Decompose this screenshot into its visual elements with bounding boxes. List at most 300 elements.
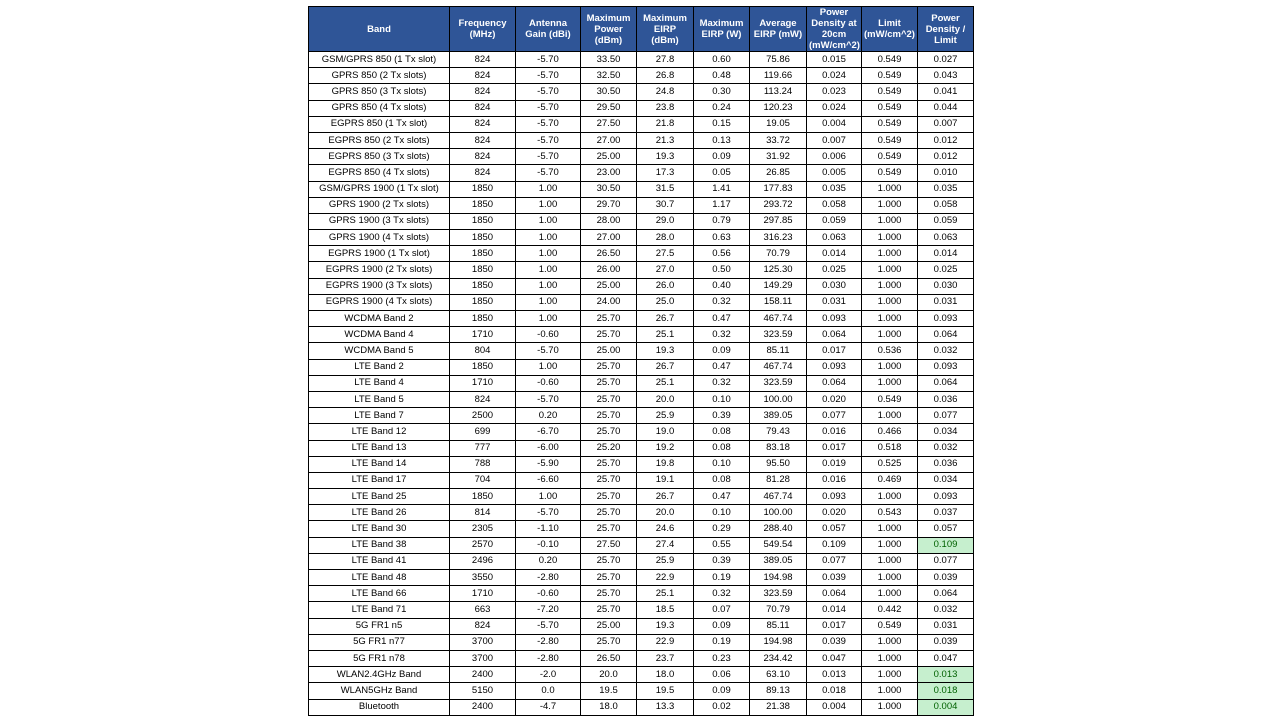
cell-band: LTE Band 4 — [309, 375, 450, 391]
cell-power-density: 0.077 — [807, 553, 862, 569]
cell-band: EGPRS 1900 (1 Tx slot) — [309, 246, 450, 262]
cell-max-power: 25.70 — [581, 375, 637, 391]
cell-band: LTE Band 2 — [309, 359, 450, 375]
header-antenna-gain: Antenna Gain (dBi) — [516, 7, 581, 52]
cell-limit: 1.000 — [862, 683, 918, 699]
cell-max-eirp-dbm: 19.0 — [637, 424, 694, 440]
cell-limit: 1.000 — [862, 699, 918, 715]
cell-avg-eirp: 113.24 — [750, 84, 807, 100]
cell-antenna-gain: -5.90 — [516, 456, 581, 472]
cell-antenna-gain: 1.00 — [516, 197, 581, 213]
cell-antenna-gain: -5.70 — [516, 132, 581, 148]
cell-limit: 1.000 — [862, 553, 918, 569]
cell-max-eirp-w: 0.13 — [694, 132, 750, 148]
cell-power-density: 0.109 — [807, 537, 862, 553]
cell-frequency: 3550 — [450, 570, 516, 586]
cell-antenna-gain: -6.00 — [516, 440, 581, 456]
cell-max-eirp-dbm: 31.5 — [637, 181, 694, 197]
cell-limit: 0.469 — [862, 472, 918, 488]
cell-max-eirp-w: 0.48 — [694, 68, 750, 84]
cell-power-density: 0.004 — [807, 116, 862, 132]
cell-max-power: 25.70 — [581, 391, 637, 407]
cell-max-eirp-dbm: 18.0 — [637, 667, 694, 683]
cell-power-density: 0.014 — [807, 602, 862, 618]
cell-antenna-gain: 1.00 — [516, 262, 581, 278]
cell-density-ratio: 0.035 — [918, 181, 974, 197]
table-row — [309, 246, 974, 262]
cell-power-density: 0.047 — [807, 650, 862, 666]
cell-antenna-gain: -5.70 — [516, 618, 581, 634]
cell-frequency: 2400 — [450, 667, 516, 683]
cell-frequency: 824 — [450, 618, 516, 634]
cell-antenna-gain: 1.00 — [516, 230, 581, 246]
cell-avg-eirp: 85.11 — [750, 343, 807, 359]
cell-frequency: 824 — [450, 116, 516, 132]
cell-max-power: 25.70 — [581, 505, 637, 521]
cell-frequency: 1850 — [450, 213, 516, 229]
cell-density-ratio: 0.007 — [918, 116, 974, 132]
cell-power-density: 0.015 — [807, 52, 862, 68]
cell-avg-eirp: 33.72 — [750, 132, 807, 148]
cell-max-eirp-dbm: 22.9 — [637, 634, 694, 650]
cell-max-eirp-dbm: 26.7 — [637, 359, 694, 375]
cell-frequency: 1850 — [450, 359, 516, 375]
cell-max-power: 23.00 — [581, 165, 637, 181]
cell-max-eirp-dbm: 25.0 — [637, 294, 694, 310]
cell-max-eirp-dbm: 27.0 — [637, 262, 694, 278]
cell-band: EGPRS 850 (2 Tx slots) — [309, 132, 450, 148]
cell-band: LTE Band 48 — [309, 570, 450, 586]
table-row — [309, 359, 974, 375]
cell-max-eirp-dbm: 24.8 — [637, 84, 694, 100]
cell-density-ratio: 0.044 — [918, 100, 974, 116]
cell-max-eirp-w: 0.05 — [694, 165, 750, 181]
table-row — [309, 391, 974, 407]
cell-frequency: 704 — [450, 472, 516, 488]
cell-avg-eirp: 19.05 — [750, 116, 807, 132]
cell-power-density: 0.058 — [807, 197, 862, 213]
table-row — [309, 570, 974, 586]
cell-max-eirp-dbm: 25.1 — [637, 375, 694, 391]
table-row — [309, 456, 974, 472]
cell-antenna-gain: -5.70 — [516, 52, 581, 68]
cell-max-eirp-dbm: 24.6 — [637, 521, 694, 537]
cell-limit: 1.000 — [862, 408, 918, 424]
cell-max-eirp-dbm: 20.0 — [637, 391, 694, 407]
cell-band: 5G FR1 n77 — [309, 634, 450, 650]
cell-max-power: 26.50 — [581, 246, 637, 262]
cell-antenna-gain: -0.10 — [516, 537, 581, 553]
cell-max-eirp-dbm: 27.8 — [637, 52, 694, 68]
cell-max-eirp-dbm: 13.3 — [637, 699, 694, 715]
cell-max-eirp-w: 0.02 — [694, 699, 750, 715]
cell-power-density: 0.016 — [807, 472, 862, 488]
cell-frequency: 1850 — [450, 489, 516, 505]
cell-max-eirp-dbm: 18.5 — [637, 602, 694, 618]
cell-max-eirp-w: 0.08 — [694, 472, 750, 488]
cell-avg-eirp: 81.28 — [750, 472, 807, 488]
cell-max-power: 27.50 — [581, 116, 637, 132]
cell-power-density: 0.017 — [807, 343, 862, 359]
cell-limit: 0.466 — [862, 424, 918, 440]
cell-band: LTE Band 14 — [309, 456, 450, 472]
cell-max-eirp-w: 0.10 — [694, 391, 750, 407]
cell-max-power: 27.00 — [581, 132, 637, 148]
cell-limit: 1.000 — [862, 294, 918, 310]
cell-max-eirp-w: 0.24 — [694, 100, 750, 116]
cell-limit: 0.549 — [862, 116, 918, 132]
cell-max-power: 29.70 — [581, 197, 637, 213]
table-row — [309, 52, 974, 68]
cell-max-eirp-w: 0.60 — [694, 52, 750, 68]
cell-density-ratio: 0.039 — [918, 570, 974, 586]
table-row — [309, 197, 974, 213]
cell-power-density: 0.031 — [807, 294, 862, 310]
table-row — [309, 149, 974, 165]
cell-frequency: 824 — [450, 149, 516, 165]
cell-frequency: 2570 — [450, 537, 516, 553]
cell-avg-eirp: 389.05 — [750, 553, 807, 569]
cell-max-power: 25.70 — [581, 424, 637, 440]
cell-antenna-gain: 1.00 — [516, 294, 581, 310]
cell-frequency: 1850 — [450, 197, 516, 213]
cell-antenna-gain: -2.80 — [516, 650, 581, 666]
cell-max-power: 25.70 — [581, 456, 637, 472]
cell-power-density: 0.035 — [807, 181, 862, 197]
table-row — [309, 84, 974, 100]
table-row — [309, 650, 974, 666]
cell-frequency: 824 — [450, 84, 516, 100]
cell-max-power: 30.50 — [581, 84, 637, 100]
cell-avg-eirp: 149.29 — [750, 278, 807, 294]
cell-max-power: 28.00 — [581, 213, 637, 229]
cell-density-ratio: 0.027 — [918, 52, 974, 68]
cell-max-power: 25.70 — [581, 553, 637, 569]
cell-antenna-gain: 1.00 — [516, 181, 581, 197]
cell-antenna-gain: -6.70 — [516, 424, 581, 440]
cell-limit: 1.000 — [862, 230, 918, 246]
cell-avg-eirp: 323.59 — [750, 375, 807, 391]
cell-avg-eirp: 549.54 — [750, 537, 807, 553]
cell-max-eirp-dbm: 25.9 — [637, 408, 694, 424]
cell-avg-eirp: 70.79 — [750, 602, 807, 618]
cell-frequency: 804 — [450, 343, 516, 359]
cell-frequency: 1710 — [450, 327, 516, 343]
cell-max-eirp-w: 0.08 — [694, 424, 750, 440]
cell-power-density: 0.030 — [807, 278, 862, 294]
cell-max-eirp-w: 0.19 — [694, 634, 750, 650]
table-row — [309, 68, 974, 84]
cell-frequency: 1850 — [450, 278, 516, 294]
cell-antenna-gain: -5.70 — [516, 84, 581, 100]
cell-max-eirp-dbm: 19.1 — [637, 472, 694, 488]
table-row — [309, 116, 974, 132]
cell-antenna-gain: -2.0 — [516, 667, 581, 683]
cell-frequency: 1850 — [450, 230, 516, 246]
cell-power-density: 0.039 — [807, 570, 862, 586]
cell-power-density: 0.007 — [807, 132, 862, 148]
cell-band: LTE Band 7 — [309, 408, 450, 424]
cell-frequency: 824 — [450, 165, 516, 181]
cell-density-ratio: 0.041 — [918, 84, 974, 100]
header-power-density: Power Density at 20cm (mW/cm^2) — [807, 7, 862, 52]
cell-avg-eirp: 100.00 — [750, 391, 807, 407]
cell-band: LTE Band 71 — [309, 602, 450, 618]
cell-max-power: 25.70 — [581, 472, 637, 488]
cell-power-density: 0.024 — [807, 68, 862, 84]
cell-band: LTE Band 66 — [309, 586, 450, 602]
cell-limit: 1.000 — [862, 375, 918, 391]
cell-power-density: 0.018 — [807, 683, 862, 699]
cell-density-ratio: 0.030 — [918, 278, 974, 294]
cell-max-eirp-dbm: 17.3 — [637, 165, 694, 181]
cell-power-density: 0.039 — [807, 634, 862, 650]
cell-avg-eirp: 316.23 — [750, 230, 807, 246]
cell-power-density: 0.064 — [807, 327, 862, 343]
cell-max-eirp-dbm: 19.5 — [637, 683, 694, 699]
cell-power-density: 0.023 — [807, 84, 862, 100]
cell-density-ratio: 0.032 — [918, 343, 974, 359]
cell-antenna-gain: -0.60 — [516, 375, 581, 391]
cell-avg-eirp: 79.43 — [750, 424, 807, 440]
cell-avg-eirp: 158.11 — [750, 294, 807, 310]
table-row — [309, 586, 974, 602]
cell-band: EGPRS 1900 (2 Tx slots) — [309, 262, 450, 278]
cell-power-density: 0.057 — [807, 521, 862, 537]
cell-antenna-gain: 1.00 — [516, 246, 581, 262]
table-row — [309, 634, 974, 650]
cell-max-eirp-dbm: 19.3 — [637, 618, 694, 634]
cell-power-density: 0.093 — [807, 359, 862, 375]
table-row — [309, 100, 974, 116]
cell-frequency: 2400 — [450, 699, 516, 715]
cell-frequency: 824 — [450, 100, 516, 116]
cell-max-power: 26.50 — [581, 650, 637, 666]
cell-avg-eirp: 177.83 — [750, 181, 807, 197]
cell-frequency: 777 — [450, 440, 516, 456]
cell-max-eirp-dbm: 22.9 — [637, 570, 694, 586]
cell-limit: 1.000 — [862, 521, 918, 537]
cell-frequency: 824 — [450, 68, 516, 84]
table-row — [309, 618, 974, 634]
cell-avg-eirp: 467.74 — [750, 489, 807, 505]
cell-power-density: 0.020 — [807, 505, 862, 521]
cell-frequency: 1710 — [450, 586, 516, 602]
cell-power-density: 0.093 — [807, 489, 862, 505]
cell-limit: 1.000 — [862, 634, 918, 650]
cell-band: GSM/GPRS 850 (1 Tx slot) — [309, 52, 450, 68]
cell-limit: 0.549 — [862, 84, 918, 100]
table-row — [309, 537, 974, 553]
cell-band: Bluetooth — [309, 699, 450, 715]
cell-max-power: 30.50 — [581, 181, 637, 197]
table-row — [309, 667, 974, 683]
cell-max-power: 25.70 — [581, 359, 637, 375]
cell-max-eirp-w: 0.30 — [694, 84, 750, 100]
cell-max-eirp-dbm: 20.0 — [637, 505, 694, 521]
cell-max-eirp-w: 0.06 — [694, 667, 750, 683]
cell-band: LTE Band 5 — [309, 391, 450, 407]
table-row — [309, 683, 974, 699]
cell-frequency: 699 — [450, 424, 516, 440]
cell-max-power: 24.00 — [581, 294, 637, 310]
cell-limit: 0.549 — [862, 100, 918, 116]
cell-band: EGPRS 1900 (4 Tx slots) — [309, 294, 450, 310]
cell-antenna-gain: -7.20 — [516, 602, 581, 618]
cell-limit: 1.000 — [862, 570, 918, 586]
cell-density-ratio: 0.013 — [918, 667, 974, 683]
cell-density-ratio: 0.025 — [918, 262, 974, 278]
cell-band: GSM/GPRS 1900 (1 Tx slot) — [309, 181, 450, 197]
cell-power-density: 0.004 — [807, 699, 862, 715]
cell-limit: 0.549 — [862, 618, 918, 634]
cell-limit: 0.549 — [862, 391, 918, 407]
cell-power-density: 0.077 — [807, 408, 862, 424]
header-max-eirp-dbm: Maximum EIRP (dBm) — [637, 7, 694, 52]
cell-max-eirp-dbm: 26.7 — [637, 489, 694, 505]
table-row — [309, 424, 974, 440]
cell-band: 5G FR1 n78 — [309, 650, 450, 666]
cell-limit: 0.525 — [862, 456, 918, 472]
table-row — [309, 294, 974, 310]
cell-band: LTE Band 38 — [309, 537, 450, 553]
cell-max-power: 25.70 — [581, 489, 637, 505]
cell-antenna-gain: -5.70 — [516, 391, 581, 407]
cell-max-eirp-w: 0.56 — [694, 246, 750, 262]
cell-antenna-gain: -1.10 — [516, 521, 581, 537]
cell-max-power: 19.5 — [581, 683, 637, 699]
cell-frequency: 1850 — [450, 181, 516, 197]
cell-limit: 0.549 — [862, 52, 918, 68]
cell-power-density: 0.064 — [807, 375, 862, 391]
cell-max-power: 25.70 — [581, 408, 637, 424]
table-row — [309, 278, 974, 294]
table-row — [309, 311, 974, 327]
cell-band: WCDMA Band 5 — [309, 343, 450, 359]
cell-max-power: 25.70 — [581, 521, 637, 537]
table-row — [309, 699, 974, 715]
cell-limit: 0.543 — [862, 505, 918, 521]
cell-avg-eirp: 194.98 — [750, 570, 807, 586]
cell-band: LTE Band 30 — [309, 521, 450, 537]
cell-max-eirp-w: 0.63 — [694, 230, 750, 246]
header-density-ratio: Power Density / Limit — [918, 7, 974, 52]
table-row — [309, 553, 974, 569]
cell-density-ratio: 0.043 — [918, 68, 974, 84]
cell-density-ratio: 0.047 — [918, 650, 974, 666]
cell-max-power: 25.70 — [581, 634, 637, 650]
cell-power-density: 0.020 — [807, 391, 862, 407]
cell-max-eirp-w: 0.32 — [694, 586, 750, 602]
table-row — [309, 327, 974, 343]
cell-antenna-gain: 0.20 — [516, 408, 581, 424]
cell-max-eirp-dbm: 23.8 — [637, 100, 694, 116]
cell-frequency: 663 — [450, 602, 516, 618]
cell-antenna-gain: 1.00 — [516, 213, 581, 229]
cell-limit: 0.518 — [862, 440, 918, 456]
cell-antenna-gain: -2.80 — [516, 634, 581, 650]
cell-density-ratio: 0.034 — [918, 472, 974, 488]
cell-density-ratio: 0.012 — [918, 149, 974, 165]
header-limit: Limit (mW/cm^2) — [862, 7, 918, 52]
cell-density-ratio: 0.014 — [918, 246, 974, 262]
header-frequency: Frequency (MHz) — [450, 7, 516, 52]
cell-max-eirp-w: 0.47 — [694, 359, 750, 375]
cell-max-eirp-w: 0.55 — [694, 537, 750, 553]
cell-power-density: 0.013 — [807, 667, 862, 683]
cell-antenna-gain: 1.00 — [516, 278, 581, 294]
cell-frequency: 1850 — [450, 311, 516, 327]
cell-limit: 1.000 — [862, 181, 918, 197]
cell-density-ratio: 0.057 — [918, 521, 974, 537]
cell-antenna-gain: -5.70 — [516, 68, 581, 84]
cell-band: EGPRS 850 (1 Tx slot) — [309, 116, 450, 132]
cell-density-ratio: 0.064 — [918, 327, 974, 343]
cell-avg-eirp: 100.00 — [750, 505, 807, 521]
cell-limit: 1.000 — [862, 359, 918, 375]
cell-max-power: 27.00 — [581, 230, 637, 246]
cell-max-eirp-w: 0.23 — [694, 650, 750, 666]
cell-band: WLAN5GHz Band — [309, 683, 450, 699]
cell-avg-eirp: 63.10 — [750, 667, 807, 683]
cell-max-eirp-w: 0.09 — [694, 618, 750, 634]
cell-max-eirp-w: 0.47 — [694, 489, 750, 505]
cell-band: WCDMA Band 2 — [309, 311, 450, 327]
cell-max-eirp-w: 0.07 — [694, 602, 750, 618]
cell-antenna-gain: -4.7 — [516, 699, 581, 715]
cell-max-power: 33.50 — [581, 52, 637, 68]
cell-avg-eirp: 119.66 — [750, 68, 807, 84]
cell-avg-eirp: 125.30 — [750, 262, 807, 278]
cell-avg-eirp: 293.72 — [750, 197, 807, 213]
cell-band: LTE Band 12 — [309, 424, 450, 440]
cell-max-eirp-dbm: 26.0 — [637, 278, 694, 294]
cell-antenna-gain: 1.00 — [516, 311, 581, 327]
cell-antenna-gain: -5.70 — [516, 116, 581, 132]
cell-band: LTE Band 17 — [309, 472, 450, 488]
cell-limit: 1.000 — [862, 489, 918, 505]
table-row — [309, 165, 974, 181]
cell-max-power: 25.70 — [581, 311, 637, 327]
cell-max-eirp-w: 1.41 — [694, 181, 750, 197]
cell-max-eirp-dbm: 27.4 — [637, 537, 694, 553]
cell-max-eirp-w: 0.09 — [694, 343, 750, 359]
cell-antenna-gain: -0.60 — [516, 586, 581, 602]
cell-avg-eirp: 120.23 — [750, 100, 807, 116]
cell-limit: 0.536 — [862, 343, 918, 359]
cell-avg-eirp: 95.50 — [750, 456, 807, 472]
cell-max-eirp-w: 0.79 — [694, 213, 750, 229]
cell-max-eirp-w: 0.29 — [694, 521, 750, 537]
cell-density-ratio: 0.031 — [918, 294, 974, 310]
cell-density-ratio: 0.039 — [918, 634, 974, 650]
cell-frequency: 788 — [450, 456, 516, 472]
cell-antenna-gain: -2.80 — [516, 570, 581, 586]
table-row — [309, 472, 974, 488]
cell-power-density: 0.016 — [807, 424, 862, 440]
cell-max-eirp-dbm: 25.1 — [637, 586, 694, 602]
cell-frequency: 2305 — [450, 521, 516, 537]
cell-frequency: 824 — [450, 391, 516, 407]
cell-max-eirp-w: 0.19 — [694, 570, 750, 586]
cell-avg-eirp: 467.74 — [750, 311, 807, 327]
cell-antenna-gain: 0.20 — [516, 553, 581, 569]
cell-avg-eirp: 194.98 — [750, 634, 807, 650]
cell-limit: 1.000 — [862, 650, 918, 666]
cell-avg-eirp: 288.40 — [750, 521, 807, 537]
cell-power-density: 0.017 — [807, 440, 862, 456]
cell-density-ratio: 0.064 — [918, 375, 974, 391]
